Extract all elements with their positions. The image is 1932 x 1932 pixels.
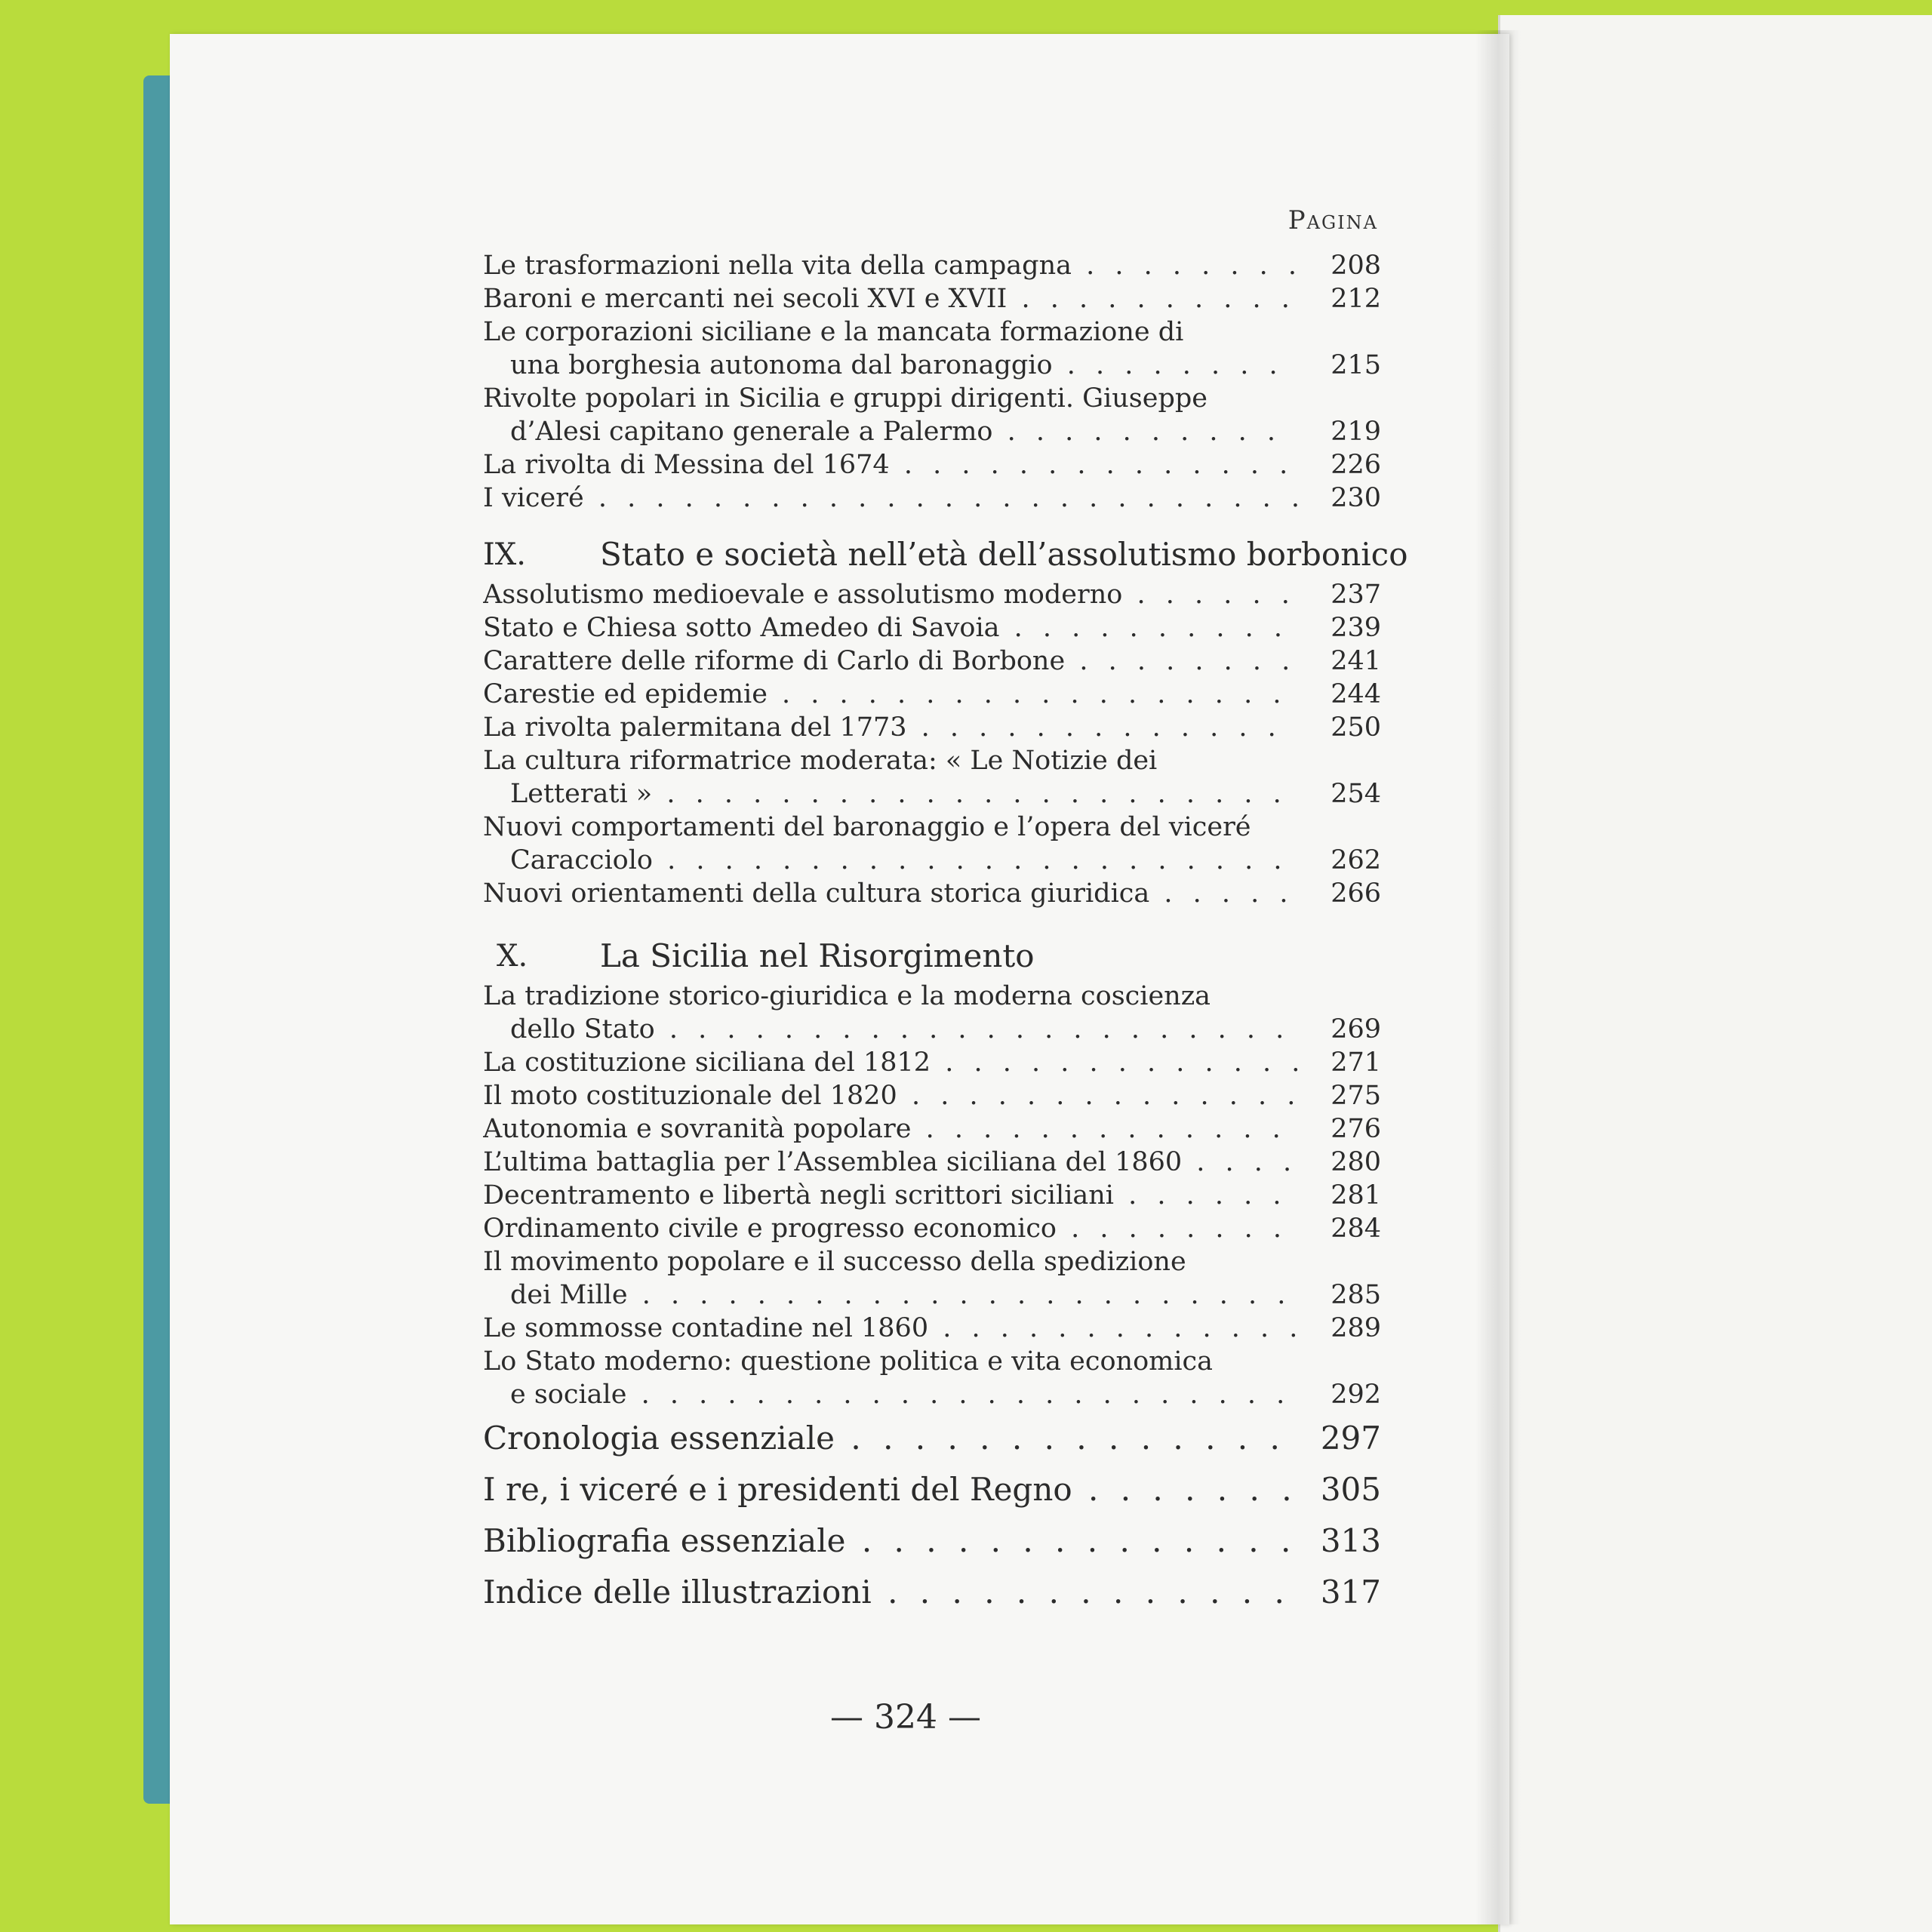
toc-entry xyxy=(483,578,1381,611)
entry-title: Cronologia essenziale . . . xyxy=(483,1414,1298,1463)
entry-title-continued: d’Alesi capitano generale a Palermo . . . xyxy=(483,415,1298,448)
page-number: — 324 — xyxy=(830,1698,981,1737)
toc-entry xyxy=(483,1212,1381,1245)
toc-entry xyxy=(483,1345,1381,1411)
chapter-number: IX. xyxy=(483,537,526,572)
entry-title: Autonomia e sovranità popolare . . . xyxy=(483,1112,1298,1146)
entry-title-continued: Caracciolo . . . xyxy=(483,844,1298,877)
entry-title: Carattere delle riforme di Carlo di Borbone . . . xyxy=(483,645,1298,678)
entry-page-number: 292 xyxy=(1331,1380,1381,1410)
toc-entry xyxy=(483,1079,1381,1112)
toc-entry xyxy=(483,315,1381,382)
entry-title: Bibliografia essenziale . . . xyxy=(483,1517,1298,1565)
chapter-heading-x xyxy=(483,936,1381,977)
entry-title: Assolutismo medioevale e assolutismo moderno . . . xyxy=(483,578,1298,611)
entry-title: Il movimento popolare e il successo della spedizione xyxy=(483,1247,1186,1277)
entry-page-number: 317 xyxy=(1320,1574,1381,1611)
entry-page-number: 276 xyxy=(1331,1114,1381,1144)
entry-page-number: 269 xyxy=(1331,1014,1381,1044)
entry-page-number: 230 xyxy=(1331,483,1381,513)
entry-title: L’ultima battaglia per l’Assemblea siciliana del 1860 . . . xyxy=(483,1146,1298,1179)
toc-entry xyxy=(483,249,1381,282)
toc-entry xyxy=(483,1466,1381,1514)
entry-title: I re, i viceré e i presidenti del Regno . . . xyxy=(483,1466,1298,1514)
entry-page-number: 239 xyxy=(1331,613,1381,643)
entry-page-number: 250 xyxy=(1331,712,1381,743)
entry-page-number: 219 xyxy=(1331,417,1381,447)
entry-title: Indice delle illustrazioni . . . xyxy=(483,1568,1298,1617)
book-gutter xyxy=(1475,30,1521,1924)
entry-page-number: 237 xyxy=(1331,580,1381,610)
toc-entry xyxy=(483,744,1381,811)
back-matter xyxy=(483,1414,1381,1617)
entry-title: Le corporazioni siciliane e la mancata formazione di xyxy=(483,317,1184,347)
chapter-x-entries xyxy=(483,980,1381,1411)
entry-title-continued: una borghesia autonoma dal baronaggio . . . xyxy=(483,349,1298,382)
chapter-title: Stato e società nell’età dell’assolutismo borbonico xyxy=(600,536,1408,573)
entry-page-number: 266 xyxy=(1331,878,1381,909)
entry-page-number: 271 xyxy=(1331,1048,1381,1078)
entry-title: Nuovi orientamenti della cultura storica giuridica . . . xyxy=(483,877,1298,910)
entry-page-number: 281 xyxy=(1331,1180,1381,1211)
toc-entry xyxy=(483,448,1381,481)
toc-entry xyxy=(483,811,1381,877)
entry-title-continued: dei Mille . . . xyxy=(483,1278,1298,1312)
entry-title: La rivolta palermitana del 1773 . . . xyxy=(483,711,1298,744)
entry-page-number: 289 xyxy=(1331,1313,1381,1343)
entry-page-number: 262 xyxy=(1331,845,1381,875)
toc-entry xyxy=(483,1568,1381,1617)
toc-entry xyxy=(483,1112,1381,1146)
entry-title: Ordinamento civile e progresso economico . . . xyxy=(483,1212,1298,1245)
toc-entry xyxy=(483,711,1381,744)
entry-title: I viceré . . . xyxy=(483,481,1298,515)
entry-page-number: 208 xyxy=(1331,251,1381,281)
toc-entry xyxy=(483,282,1381,315)
entry-title: La cultura riformatrice moderata: « Le Notizie dei xyxy=(483,746,1158,776)
entry-page-number: 226 xyxy=(1331,450,1381,480)
entry-page-number: 215 xyxy=(1331,350,1381,380)
entry-page-number: 284 xyxy=(1331,1214,1381,1244)
chapter-title: La Sicilia nel Risorgimento xyxy=(600,937,1035,974)
chapter-ix-entries xyxy=(483,578,1381,910)
entry-title: La rivolta di Messina del 1674 . . . xyxy=(483,448,1298,481)
toc-entry xyxy=(483,611,1381,645)
entry-title: Carestie ed epidemie . . . xyxy=(483,678,1298,711)
entry-page-number: 285 xyxy=(1331,1280,1381,1310)
section-continuation xyxy=(483,249,1381,515)
entry-title-continued: dello Stato . . . xyxy=(483,1013,1298,1046)
entry-page-number: 244 xyxy=(1331,679,1381,709)
toc-entry xyxy=(483,382,1381,448)
entry-page-number: 297 xyxy=(1320,1420,1381,1457)
entry-title: Baroni e mercanti nei secoli XVI e XVII . . . xyxy=(483,282,1298,315)
table-of-contents xyxy=(483,249,1408,1617)
right-page xyxy=(1498,15,1932,1932)
chapter-number: X. xyxy=(497,939,528,974)
toc-entry xyxy=(483,1245,1381,1312)
toc-entry xyxy=(483,1146,1381,1179)
entry-title: Decentramento e libertà negli scrittori siciliani . . . xyxy=(483,1179,1298,1212)
toc-entry xyxy=(483,1414,1381,1463)
toc-entry xyxy=(483,1046,1381,1079)
toc-entry xyxy=(483,980,1381,1046)
toc-entry xyxy=(483,645,1381,678)
toc-entry xyxy=(483,678,1381,711)
entry-page-number: 241 xyxy=(1331,646,1381,676)
entry-title-continued: e sociale . . . xyxy=(483,1378,1298,1411)
entry-title: Lo Stato moderno: questione politica e vita economica xyxy=(483,1346,1214,1377)
entry-page-number: 212 xyxy=(1331,284,1381,314)
entry-page-number: 313 xyxy=(1320,1522,1381,1559)
entry-title: Rivolte popolari in Sicilia e gruppi dirigenti. Giuseppe xyxy=(483,383,1208,414)
toc-entry xyxy=(483,1179,1381,1212)
column-header: Pagina xyxy=(1287,205,1378,235)
entry-page-number: 275 xyxy=(1331,1081,1381,1111)
entry-title: Le sommosse contadine nel 1860 . . . xyxy=(483,1312,1298,1345)
entry-page-number: 280 xyxy=(1331,1147,1381,1177)
entry-title: La costituzione siciliana del 1812 . . . xyxy=(483,1046,1298,1079)
entry-page-number: 305 xyxy=(1320,1471,1381,1508)
entry-title-continued: Letterati » . . . xyxy=(483,777,1298,811)
toc-entry xyxy=(483,877,1381,910)
toc-entry xyxy=(483,1312,1381,1345)
entry-title: Nuovi comportamenti del baronaggio e l’opera del viceré xyxy=(483,812,1251,842)
entry-title: La tradizione storico-giuridica e la moderna coscienza xyxy=(483,981,1211,1011)
entry-title: Stato e Chiesa sotto Amedeo di Savoia . . . xyxy=(483,611,1298,645)
chapter-heading-ix xyxy=(483,534,1408,575)
entry-page-number: 254 xyxy=(1331,779,1381,809)
entry-title: Le trasformazioni nella vita della campagna . . . xyxy=(483,249,1298,282)
entry-title: Il moto costituzionale del 1820 . . . xyxy=(483,1079,1298,1112)
toc-entry xyxy=(483,481,1381,515)
toc-entry xyxy=(483,1517,1381,1565)
